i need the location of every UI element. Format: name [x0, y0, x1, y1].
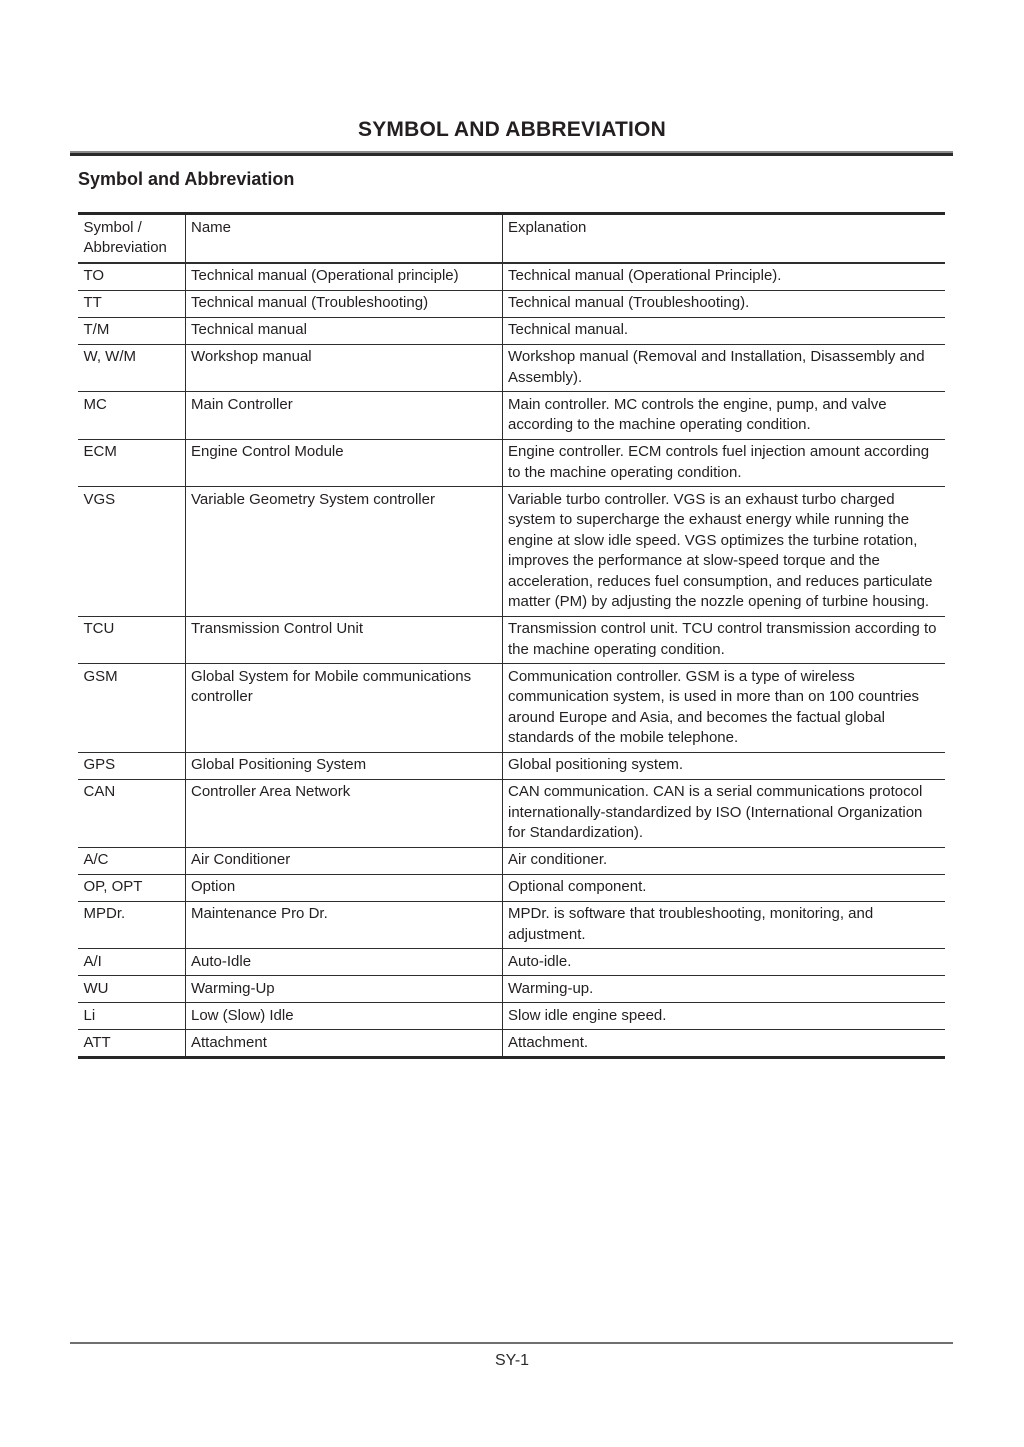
cell-symbol: VGS — [78, 487, 185, 617]
cell-symbol: ECM — [78, 439, 185, 487]
cell-name: Global Positioning System — [185, 752, 502, 779]
table-row — [78, 616, 945, 664]
column-header-explanation: Explanation — [502, 214, 945, 263]
cell-symbol: TCU — [78, 616, 185, 664]
cell-explanation: Global positioning system. — [502, 752, 945, 779]
cell-explanation: CAN communication. CAN is a serial communications protocol internationally-standardized by ISO (International Organization for Standardization). — [502, 779, 945, 847]
cell-explanation: Main controller. MC controls the engine, pump, and valve according to the machine operating condition. — [502, 392, 945, 440]
cell-explanation: Transmission control unit. TCU control transmission according to the machine operating condition. — [502, 616, 945, 664]
cell-symbol: GPS — [78, 752, 185, 779]
header-row — [78, 214, 945, 263]
cell-name: Auto-Idle — [185, 949, 502, 976]
abbreviation-table-header — [78, 214, 945, 263]
cell-explanation: MPDr. is software that troubleshooting, monitoring, and adjustment. — [502, 901, 945, 949]
cell-name: Technical manual (Operational principle) — [185, 263, 502, 291]
footer-rule — [70, 1342, 953, 1344]
cell-name: Option — [185, 874, 502, 901]
document-title: SYMBOL AND ABBREVIATION — [358, 118, 666, 141]
cell-name: Variable Geometry System controller — [185, 487, 502, 617]
cell-symbol: OP, OPT — [78, 874, 185, 901]
table-row — [78, 487, 945, 617]
table-row — [78, 976, 945, 1003]
page-number: SY-1 — [494, 1352, 530, 1369]
cell-explanation: Optional component. — [502, 874, 945, 901]
cell-symbol: MC — [78, 392, 185, 440]
cell-symbol: T/M — [78, 317, 185, 344]
cell-symbol: Li — [78, 1003, 185, 1030]
cell-name: Maintenance Pro Dr. — [185, 901, 502, 949]
table-row — [78, 263, 945, 291]
cell-explanation: Technical manual (Troubleshooting). — [502, 290, 945, 317]
cell-name: Attachment — [185, 1030, 502, 1058]
table-row — [78, 290, 945, 317]
cell-explanation: Slow idle engine speed. — [502, 1003, 945, 1030]
cell-explanation: Warming-up. — [502, 976, 945, 1003]
cell-explanation: Engine controller. ECM controls fuel injection amount according to the machine operating condition. — [502, 439, 945, 487]
cell-name: Global System for Mobile communications controller — [185, 664, 502, 753]
table-row — [78, 874, 945, 901]
table-row — [78, 439, 945, 487]
cell-symbol: A/I — [78, 949, 185, 976]
cell-name: Low (Slow) Idle — [185, 1003, 502, 1030]
cell-explanation: Attachment. — [502, 1030, 945, 1058]
cell-name: Air Conditioner — [185, 847, 502, 874]
abbreviation-table — [78, 212, 945, 1059]
table-row — [78, 664, 945, 753]
cell-symbol: A/C — [78, 847, 185, 874]
cell-name: Engine Control Module — [185, 439, 502, 487]
cell-name: Technical manual — [185, 317, 502, 344]
section-heading: Symbol and Abbreviation — [78, 169, 295, 189]
cell-explanation: Auto-idle. — [502, 949, 945, 976]
table-row — [78, 1030, 945, 1058]
cell-name: Workshop manual — [185, 344, 502, 392]
table-row — [78, 901, 945, 949]
column-header-symbol: Symbol / Abbreviation — [78, 214, 185, 263]
cell-explanation: Air conditioner. — [502, 847, 945, 874]
title-rule — [70, 151, 953, 156]
table-row — [78, 344, 945, 392]
cell-symbol: GSM — [78, 664, 185, 753]
cell-symbol: TO — [78, 263, 185, 291]
cell-symbol: TT — [78, 290, 185, 317]
cell-name: Transmission Control Unit — [185, 616, 502, 664]
cell-symbol: W, W/M — [78, 344, 185, 392]
cell-name: Controller Area Network — [185, 779, 502, 847]
table-row — [78, 847, 945, 874]
cell-name: Main Controller — [185, 392, 502, 440]
cell-symbol: MPDr. — [78, 901, 185, 949]
cell-explanation: Workshop manual (Removal and Installation, Disassembly and Assembly). — [502, 344, 945, 392]
table-row — [78, 752, 945, 779]
table-row — [78, 949, 945, 976]
cell-explanation: Communication controller. GSM is a type of wireless communication system, is used in more than on 100 countries around Europe and Asia, and becomes the factual global standards of the mobile telephone. — [502, 664, 945, 753]
cell-name: Warming-Up — [185, 976, 502, 1003]
cell-name: Technical manual (Troubleshooting) — [185, 290, 502, 317]
cell-symbol: ATT — [78, 1030, 185, 1058]
cell-explanation: Technical manual. — [502, 317, 945, 344]
abbreviation-table-body — [78, 263, 945, 1058]
table-row — [78, 1003, 945, 1030]
cell-explanation: Variable turbo controller. VGS is an exhaust turbo charged system to supercharge the exhaust energy while running the engine at slow idle speed. VGS optimizes the turbine rotation, improves the performance at slow-speed torque and the acceleration, reduces fuel consumption, and reduces particulate matter (PM) by adjusting the nozzle opening of turbine housing. — [502, 487, 945, 617]
table-row — [78, 779, 945, 847]
cell-symbol: WU — [78, 976, 185, 1003]
table-row — [78, 317, 945, 344]
cell-symbol: CAN — [78, 779, 185, 847]
table-row — [78, 392, 945, 440]
cell-explanation: Technical manual (Operational Principle). — [502, 263, 945, 291]
column-header-name: Name — [185, 214, 502, 263]
